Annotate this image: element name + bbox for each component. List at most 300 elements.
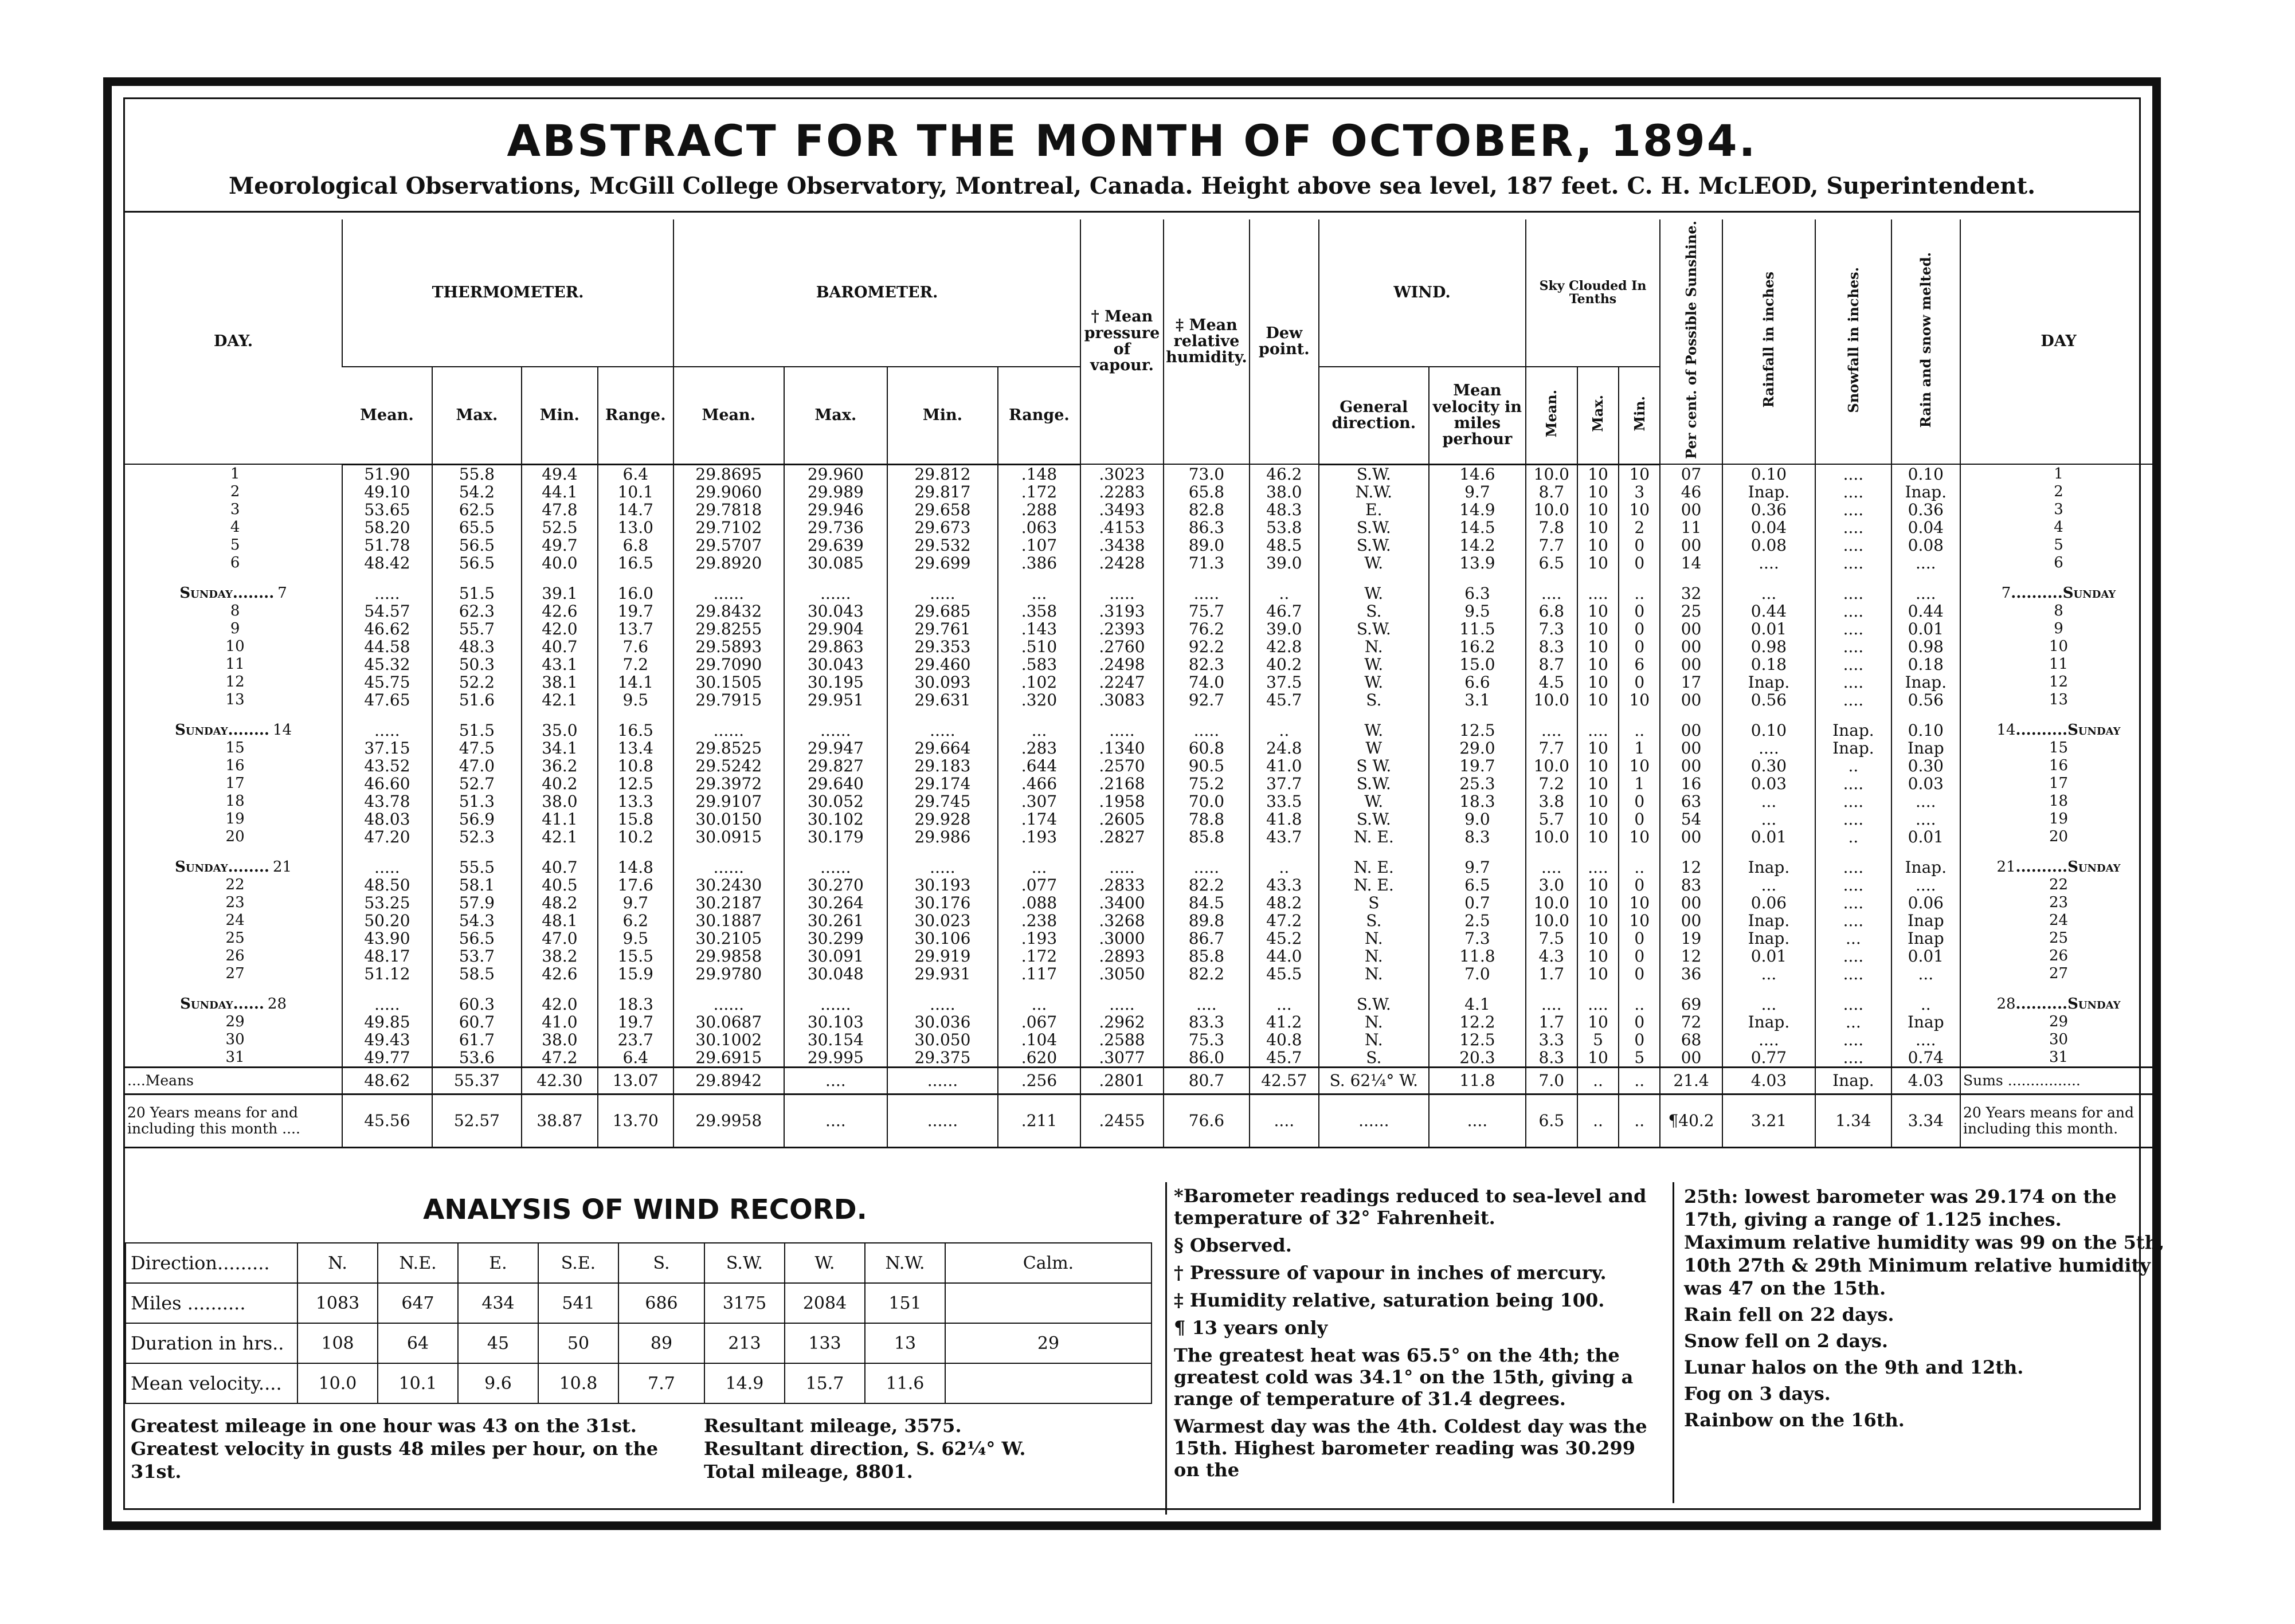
means-row-cell: 42.57 — [1250, 1067, 1318, 1094]
direction-row — [126, 1243, 1152, 1283]
twenty-year-means-row — [125, 1094, 2156, 1147]
cell: 51.12 — [342, 965, 432, 983]
day-label-right — [1960, 929, 2156, 947]
cell: 54 — [1660, 810, 1722, 828]
cell: 12 — [1660, 947, 1722, 965]
cell: 55.5 — [432, 858, 522, 876]
day-label — [125, 656, 342, 673]
day-number: 19 — [225, 810, 245, 827]
footnote-vapour: † Pressure of vapour in inches of mercury. — [1174, 1262, 1607, 1284]
day-number: 1 — [230, 465, 240, 483]
cell: 37.5 — [1250, 673, 1318, 691]
cell: 29.631 — [887, 691, 998, 709]
cell: 30.179 — [784, 828, 888, 846]
cell: 0.04 — [1891, 519, 1960, 536]
cell: .2962 — [1080, 1013, 1163, 1031]
duration-row-cell: 133 — [785, 1323, 865, 1363]
cell: 13.4 — [598, 739, 673, 757]
cell: 29.5893 — [673, 638, 784, 656]
cell: Inap — [1891, 929, 1960, 947]
cell: 29.673 — [887, 519, 998, 536]
cell: ...... — [784, 858, 888, 876]
cell: 15.0 — [1429, 656, 1526, 673]
cell: 5 — [1619, 1049, 1660, 1068]
direction-row-cell: W. — [785, 1243, 865, 1283]
cell: ... — [1722, 810, 1816, 828]
cell: 16 — [1660, 775, 1722, 793]
cell: 56.9 — [432, 810, 522, 828]
cell: S W. — [1319, 757, 1430, 775]
cell: 14.6 — [1429, 464, 1526, 483]
miles-row-cell: Miles .......... — [126, 1283, 297, 1323]
cell: 40.2 — [522, 775, 597, 793]
wind-header: WIND. — [1319, 219, 1526, 367]
cell: 41.8 — [1250, 810, 1318, 828]
cell: 0.74 — [1891, 1049, 1960, 1068]
group-separator — [125, 983, 2156, 995]
cell: 29.7102 — [673, 519, 784, 536]
cell: 29.960 — [784, 464, 888, 483]
cell: 7.6 — [598, 638, 673, 656]
day-number-right: 13 — [2049, 691, 2069, 708]
notes-divider — [1673, 1182, 1674, 1503]
cell: 10 — [1577, 876, 1619, 894]
day-number: 27 — [225, 964, 245, 982]
cell: 0 — [1619, 602, 1660, 620]
cell: 00 — [1660, 1049, 1722, 1068]
cell: ... — [1722, 793, 1816, 810]
cell: 10 — [1619, 912, 1660, 929]
sunday-label: Sunday........ — [175, 721, 269, 739]
cell: 42.6 — [522, 602, 597, 620]
day-number: 16 — [225, 756, 245, 774]
cell: 29.7915 — [673, 691, 784, 709]
cell: W. — [1319, 673, 1430, 691]
means-row-cell: ....Means — [125, 1067, 342, 1094]
cell: 55.7 — [432, 620, 522, 638]
day-label-right — [1960, 947, 2156, 965]
day-label-right — [1960, 585, 2156, 602]
cell: 54.3 — [432, 912, 522, 929]
cell: W. — [1319, 721, 1430, 739]
direction-row-cell: Calm. — [945, 1243, 1152, 1283]
cell: 6.4 — [598, 1049, 673, 1068]
cell: 29.5242 — [673, 757, 784, 775]
cell: ... — [1722, 585, 1816, 602]
cell: .. — [1619, 858, 1660, 876]
cell: .2570 — [1080, 757, 1163, 775]
cell: 13.0 — [598, 519, 673, 536]
cell: 48.2 — [1250, 894, 1318, 912]
cell: N. — [1319, 965, 1430, 983]
cell: 47.2 — [522, 1049, 597, 1068]
sunday-label: Sunday........ — [175, 858, 269, 876]
cell: 45.2 — [1250, 929, 1318, 947]
cell: 25.3 — [1429, 775, 1526, 793]
therm-mean-header: Mean. — [342, 367, 432, 464]
cell: 0.10 — [1722, 464, 1816, 483]
cell: .... — [1815, 585, 1891, 602]
duration-row — [126, 1323, 1152, 1363]
cell: 29.827 — [784, 757, 888, 775]
cell: 7.2 — [1526, 775, 1577, 793]
day-label — [125, 929, 342, 947]
cell: 14.1 — [598, 673, 673, 691]
cell: 0 — [1619, 793, 1660, 810]
cell: 29.904 — [784, 620, 888, 638]
cell: Inap. — [1722, 929, 1816, 947]
cell: ...... — [784, 995, 888, 1013]
day-number: 8 — [230, 602, 240, 619]
cell: S. — [1319, 691, 1430, 709]
cell: 89.0 — [1164, 536, 1250, 554]
day-label — [125, 810, 342, 828]
velocity-row — [126, 1363, 1152, 1403]
cell: .... — [1722, 554, 1816, 572]
cell: .... — [1577, 585, 1619, 602]
day-number-right: 3 — [2054, 500, 2063, 518]
cell: .2168 — [1080, 775, 1163, 793]
remark-rainbow: Rainbow on the 16th. — [1684, 1409, 1905, 1431]
means-row-cell: 42.30 — [522, 1067, 597, 1094]
cell: .. — [1891, 995, 1960, 1013]
day-number: 20 — [225, 827, 245, 845]
day-number: 21 — [272, 858, 292, 876]
cell: .... — [1722, 1031, 1816, 1049]
cell: .2827 — [1080, 828, 1163, 846]
cell: .172 — [998, 947, 1080, 965]
cell: 29.658 — [887, 501, 998, 519]
group-separator — [125, 846, 2156, 858]
cell: 45.75 — [342, 673, 432, 691]
cell: 53.6 — [432, 1049, 522, 1068]
cell: 61.7 — [432, 1031, 522, 1049]
cell: Inap. — [1722, 673, 1816, 691]
cell: 47.20 — [342, 828, 432, 846]
day-row — [125, 656, 2156, 673]
cell: .193 — [998, 929, 1080, 947]
cell: .... — [1815, 620, 1891, 638]
cell: .320 — [998, 691, 1080, 709]
cell: .1958 — [1080, 793, 1163, 810]
cell: 46.7 — [1250, 602, 1318, 620]
cell: 0.30 — [1891, 757, 1960, 775]
cell: ... — [998, 721, 1080, 739]
twenty-year-means-row-cell: 20 Years means for and including this month. — [1960, 1094, 2156, 1147]
cell: 00 — [1660, 656, 1722, 673]
remarks — [1684, 1185, 2165, 1435]
barometer-header: BAROMETER. — [673, 219, 1080, 367]
cell: 16.5 — [598, 554, 673, 572]
cell: N. — [1319, 929, 1430, 947]
cell: 7.5 — [1526, 929, 1577, 947]
cell: 3.3 — [1526, 1031, 1577, 1049]
cell: 37.7 — [1250, 775, 1318, 793]
footnote-years: ¶ 13 years only — [1174, 1317, 1328, 1339]
cell: ..... — [342, 995, 432, 1013]
cell: 25 — [1660, 602, 1722, 620]
means-row-cell: .256 — [998, 1067, 1080, 1094]
wind-analysis-section — [125, 1182, 1167, 1515]
cell: 86.7 — [1164, 929, 1250, 947]
footnote-warmest: Warmest day was the 4th. Coldest day was the 15th. Highest barometer reading was 30.299 on the — [1174, 1415, 1647, 1481]
cell: ..... — [887, 721, 998, 739]
cell: 10 — [1619, 464, 1660, 483]
cell: .. — [1815, 828, 1891, 846]
cell: 53.8 — [1250, 519, 1318, 536]
cell: .... — [1815, 947, 1891, 965]
day-number: 2 — [230, 483, 240, 500]
cell: 51.90 — [342, 464, 432, 483]
cell: 46.60 — [342, 775, 432, 793]
cell: Inap — [1891, 1013, 1960, 1031]
cell: 11.5 — [1429, 620, 1526, 638]
day-number-right: 20 — [2049, 827, 2069, 845]
day-number: 25 — [225, 929, 245, 947]
cell: 89.8 — [1164, 912, 1250, 929]
cell: 30.023 — [887, 912, 998, 929]
wind-note-resultant-mileage: Resultant mileage, 3575. — [704, 1415, 962, 1437]
cell: 12.5 — [598, 775, 673, 793]
miles-row — [126, 1283, 1152, 1323]
day-number: 28 — [267, 995, 287, 1013]
direction-row-cell: N.W. — [865, 1243, 945, 1283]
cell: 10 — [1577, 828, 1619, 846]
cell: 49.43 — [342, 1031, 432, 1049]
means-row-cell: Inap. — [1815, 1067, 1891, 1094]
cell: 0.01 — [1722, 620, 1816, 638]
cell: .. — [1619, 585, 1660, 602]
duration-row-cell: 108 — [297, 1323, 378, 1363]
cell: .... — [1815, 912, 1891, 929]
cell: 4.1 — [1429, 995, 1526, 1013]
cell: 30.043 — [784, 602, 888, 620]
cell: .2893 — [1080, 947, 1163, 965]
day-number-right: 22 — [2049, 876, 2069, 893]
cell: .... — [1891, 585, 1960, 602]
cell: 10.0 — [1526, 464, 1577, 483]
cell: 0 — [1619, 638, 1660, 656]
cell: 33.5 — [1250, 793, 1318, 810]
cell: .174 — [998, 810, 1080, 828]
means-row — [125, 1067, 2156, 1094]
day-number: 14 — [272, 721, 292, 739]
cell: 0.01 — [1891, 620, 1960, 638]
cell: 0.01 — [1891, 947, 1960, 965]
twenty-year-means-row-cell: 3.34 — [1891, 1094, 1960, 1147]
cell: 0.01 — [1891, 828, 1960, 846]
day-label-right — [1960, 1031, 2156, 1049]
content-border — [123, 97, 2165, 1510]
cell: .... — [1815, 602, 1891, 620]
cell: 0 — [1619, 1013, 1660, 1031]
day-number-right: 28 — [1996, 995, 2016, 1013]
cell: 16.0 — [598, 585, 673, 602]
day-number-right: 18 — [2049, 792, 2069, 810]
cell: 83 — [1660, 876, 1722, 894]
cell: 10 — [1577, 947, 1619, 965]
cell: .... — [1815, 656, 1891, 673]
day-number: 17 — [225, 774, 245, 792]
cell: .148 — [998, 464, 1080, 483]
twenty-year-means-row-cell: 76.6 — [1164, 1094, 1250, 1147]
cell: 53.25 — [342, 894, 432, 912]
cell: 29.8525 — [673, 739, 784, 757]
velocity-row-cell: 10.1 — [378, 1363, 458, 1403]
cell: S — [1319, 894, 1430, 912]
day-label — [125, 638, 342, 656]
cell: 0.98 — [1722, 638, 1816, 656]
cell: 0.98 — [1891, 638, 1960, 656]
cell: 29.951 — [784, 691, 888, 709]
day-row — [125, 775, 2156, 793]
cell: 12 — [1660, 858, 1722, 876]
day-number-right: 26 — [2049, 947, 2069, 964]
cell: ...... — [784, 585, 888, 602]
cell: 7.7 — [1526, 536, 1577, 554]
cell: 34.1 — [522, 739, 597, 757]
cell: 35.0 — [522, 721, 597, 739]
cell: 29.375 — [887, 1049, 998, 1068]
sunshine-header: Per cent. of Possible Sunshine. — [1682, 221, 1699, 459]
cell: 7.3 — [1429, 929, 1526, 947]
group-separator — [125, 709, 2156, 721]
cell: .... — [1891, 793, 1960, 810]
cell: .... — [1577, 995, 1619, 1013]
cell: ... — [1722, 995, 1816, 1013]
cell: 30.2430 — [673, 876, 784, 894]
cell: 75.2 — [1164, 775, 1250, 793]
wind-record-table — [125, 1242, 1152, 1404]
cell: 0 — [1619, 536, 1660, 554]
day-row — [125, 810, 2156, 828]
velocity-row-cell — [945, 1363, 1152, 1403]
cell: 54.57 — [342, 602, 432, 620]
cell: .... — [1577, 721, 1619, 739]
cell: 10.8 — [598, 757, 673, 775]
cell: 48.2 — [522, 894, 597, 912]
cell: 30.0915 — [673, 828, 784, 846]
cell: 71.3 — [1164, 554, 1250, 572]
cell: ... — [1722, 876, 1816, 894]
day-label — [125, 536, 342, 554]
cell: .4153 — [1080, 519, 1163, 536]
cell: 30.048 — [784, 965, 888, 983]
day-number: 29 — [225, 1013, 245, 1030]
twenty-year-means-row-cell: 29.9958 — [673, 1094, 784, 1147]
cell: 29.640 — [784, 775, 888, 793]
cell: 51.3 — [432, 793, 522, 810]
page-title: ABSTRACT FOR THE MONTH OF OCTOBER, 1894. — [507, 115, 1757, 166]
cell: 0 — [1619, 947, 1660, 965]
means-row-cell: .. — [1577, 1067, 1619, 1094]
day-row — [125, 554, 2156, 572]
cell: 11.8 — [1429, 947, 1526, 965]
cell: ..... — [1080, 858, 1163, 876]
duration-row-cell: 89 — [618, 1323, 704, 1363]
cell: 36 — [1660, 965, 1722, 983]
cell: 30.036 — [887, 1013, 998, 1031]
cell: 75.3 — [1164, 1031, 1250, 1049]
cell: 29.812 — [887, 464, 998, 483]
cell: 29.761 — [887, 620, 998, 638]
cell: 29.174 — [887, 775, 998, 793]
velocity-row-cell: Mean velocity.... — [126, 1363, 297, 1403]
cell: .... — [1815, 810, 1891, 828]
cell: 19.7 — [598, 1013, 673, 1031]
means-row-cell: .. — [1619, 1067, 1660, 1094]
cell: ... — [998, 585, 1080, 602]
cell: .288 — [998, 501, 1080, 519]
cell: 29.817 — [887, 483, 998, 501]
cell: 10.0 — [1526, 757, 1577, 775]
cell: Inap. — [1891, 858, 1960, 876]
velocity-row-cell: 7.7 — [618, 1363, 704, 1403]
cell: 6.8 — [1526, 602, 1577, 620]
day-row — [125, 519, 2156, 536]
cell: N. E. — [1319, 876, 1430, 894]
baro-range-header: Range. — [998, 367, 1080, 464]
cell: 0.10 — [1891, 464, 1960, 483]
cell: ...... — [784, 721, 888, 739]
miles-row-cell: 151 — [865, 1283, 945, 1323]
cell: 29.947 — [784, 739, 888, 757]
cell: .358 — [998, 602, 1080, 620]
cell: .2760 — [1080, 638, 1163, 656]
cell: 29.8920 — [673, 554, 784, 572]
footnote-observed: § Observed. — [1174, 1234, 1292, 1256]
cell: 30.052 — [784, 793, 888, 810]
cell: N. E. — [1319, 828, 1430, 846]
observations-table — [125, 219, 2156, 1148]
cell: 39.1 — [522, 585, 597, 602]
cell: ... — [1722, 965, 1816, 983]
cell: 32 — [1660, 585, 1722, 602]
wind-note-resultant-direction: Resultant direction, S. 62¼° W. — [704, 1438, 1026, 1460]
cell: 15.9 — [598, 965, 673, 983]
day-label — [125, 483, 342, 501]
cell: 92.7 — [1164, 691, 1250, 709]
cell: 84.5 — [1164, 894, 1250, 912]
day-number-right: 5 — [2054, 536, 2063, 554]
cell: 4.3 — [1526, 947, 1577, 965]
twenty-year-means-row-cell: .. — [1577, 1094, 1619, 1147]
day-label-right — [1960, 894, 2156, 912]
remark-halos: Lunar halos on the 9th and 12th. — [1684, 1356, 2024, 1378]
cell: 10 — [1577, 536, 1619, 554]
cell: 07 — [1660, 464, 1722, 483]
cell: W — [1319, 739, 1430, 757]
day-number-right: 9 — [2054, 619, 2063, 637]
cell: 0.08 — [1722, 536, 1816, 554]
cell: ... — [998, 858, 1080, 876]
twenty-year-means-row-cell: 6.5 — [1526, 1094, 1577, 1147]
cell: 0.01 — [1722, 828, 1816, 846]
cell: 00 — [1660, 691, 1722, 709]
cell: 10.2 — [598, 828, 673, 846]
day-number: 3 — [230, 500, 240, 518]
day-number: 26 — [225, 947, 245, 964]
duration-row-cell: 13 — [865, 1323, 945, 1363]
cell: .... — [1815, 464, 1891, 483]
cell: 7.7 — [1526, 739, 1577, 757]
twenty-year-means-row-cell: 1.34 — [1815, 1094, 1891, 1147]
footnote-barometer: *Barometer readings reduced to sea-level and temperature of 32° Fahrenheit. — [1174, 1185, 1647, 1229]
cell: 19.7 — [598, 602, 673, 620]
day-label — [125, 757, 342, 775]
cell: .3023 — [1080, 464, 1163, 483]
cell: 76.2 — [1164, 620, 1250, 638]
